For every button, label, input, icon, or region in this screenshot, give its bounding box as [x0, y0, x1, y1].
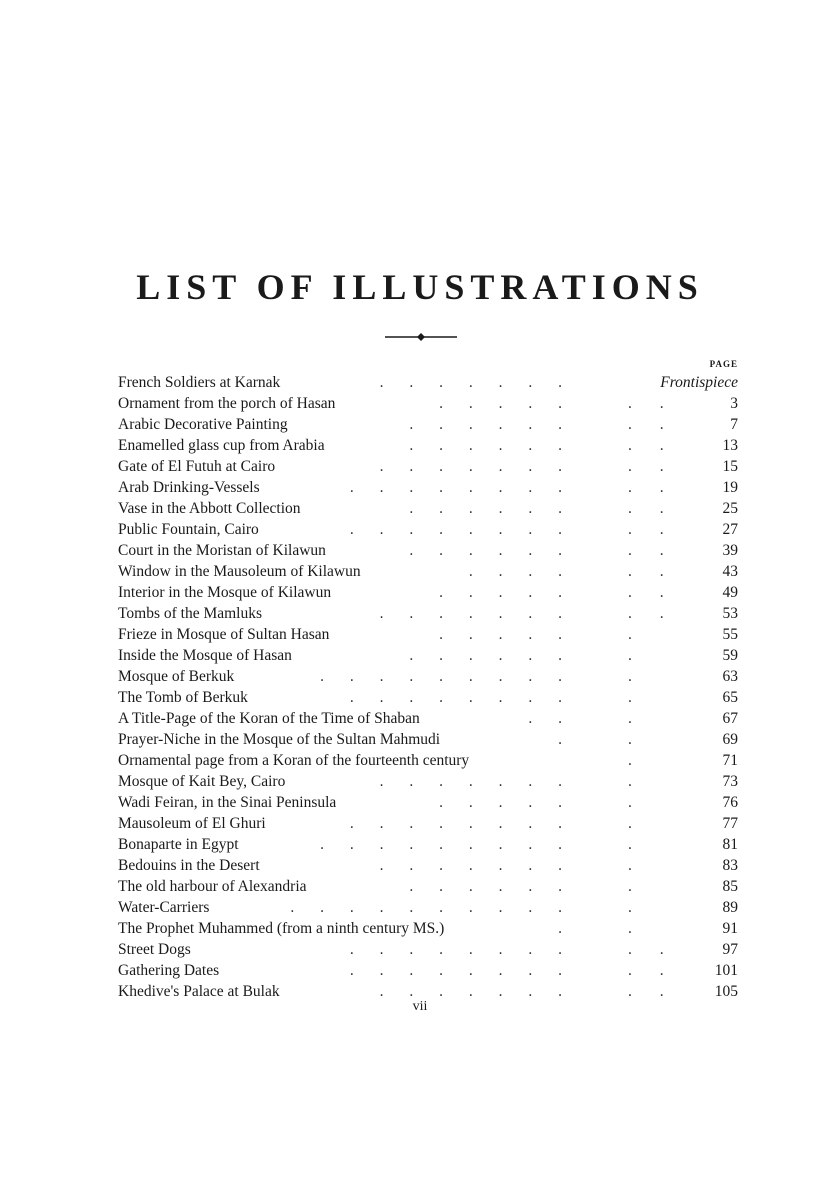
list-item	[0, 750, 840, 771]
leader-dots: . . . . . . .	[379, 458, 573, 475]
entry-page: 27	[722, 521, 738, 538]
entry-page: 7	[730, 416, 738, 433]
leader-dots: . .	[628, 962, 676, 979]
list-item	[0, 834, 840, 855]
leader-dots: .	[628, 668, 644, 685]
entry-page: 63	[722, 668, 738, 685]
entry-title: French Soldiers at Karnak	[118, 374, 281, 391]
entry-title: Mosque of Berkuk	[118, 668, 235, 685]
entry-page: 43	[722, 563, 738, 580]
entry-title: Wadi Feiran, in the Sinai Peninsula	[118, 794, 337, 811]
leader-dots: . .	[628, 395, 676, 412]
list-item	[0, 498, 840, 519]
entry-page: 15	[722, 458, 738, 475]
entry-title: Arab Drinking-Vessels	[118, 479, 260, 496]
entry-page: 67	[722, 710, 738, 727]
entry-title: Interior in the Mosque of Kilawun	[118, 584, 332, 601]
entry-title: Ornament from the porch of Hasan	[118, 395, 336, 412]
entry-page: 71	[722, 752, 738, 769]
leader-dots: .	[628, 647, 644, 664]
entry-title: The old harbour of Alexandria	[118, 878, 307, 895]
entry-title: Frieze in Mosque of Sultan Hasan	[118, 626, 330, 643]
entry-title: A Title-Page of the Koran of the Time of Shaban	[118, 710, 420, 727]
entry-page: 91	[722, 920, 738, 937]
list-item	[0, 939, 840, 960]
list-item	[0, 792, 840, 813]
list-item	[0, 519, 840, 540]
leader-dots: . . . . .	[439, 626, 573, 643]
leader-dots: . .	[628, 521, 676, 538]
leader-dots: . . . . . . . . .	[320, 668, 573, 685]
leader-dots: .	[628, 836, 644, 853]
entry-page: 77	[722, 815, 738, 832]
page-column-heading: PAGE	[709, 359, 738, 369]
leader-dots: . .	[528, 710, 573, 727]
leader-dots: . .	[628, 542, 676, 559]
entry-title: Court in the Moristan of Kilawun	[118, 542, 326, 559]
leader-dots: . .	[628, 941, 676, 958]
leader-dots: . . . . . . .	[379, 374, 573, 391]
entry-title: Tombs of the Mamluks	[118, 605, 263, 622]
leader-dots: . . . . . .	[409, 878, 573, 895]
list-item	[0, 855, 840, 876]
entry-page: 49	[722, 584, 738, 601]
leader-dots: . .	[628, 416, 676, 433]
leader-dots: . .	[628, 563, 676, 580]
list-item	[0, 393, 840, 414]
leader-dots: .	[628, 815, 644, 832]
page-title: LIST OF ILLUSTRATIONS	[136, 267, 704, 307]
entry-title: Mausoleum of El Ghuri	[118, 815, 266, 832]
leader-dots: . .	[628, 500, 676, 517]
leader-dots: .	[628, 857, 644, 874]
entry-title: Ornamental page from a Koran of the fourteenth century	[118, 752, 470, 769]
entry-page: 73	[722, 773, 738, 790]
leader-dots: . . . . . . . .	[349, 479, 573, 496]
list-item	[0, 813, 840, 834]
leader-dots: .	[628, 794, 644, 811]
list-item	[0, 729, 840, 750]
leader-dots: . . . . . . . . .	[320, 836, 573, 853]
leader-dots: . . . . . .	[409, 416, 573, 433]
entry-title: Gathering Dates	[118, 962, 220, 979]
list-item	[0, 708, 840, 729]
leader-dots: . . . . .	[439, 794, 573, 811]
entry-page: 39	[722, 542, 738, 559]
list-item	[0, 456, 840, 477]
entry-page: 13	[722, 437, 738, 454]
entry-page: 76	[722, 794, 738, 811]
leader-dots: . . . . . . . .	[349, 815, 573, 832]
leader-dots: . .	[628, 479, 676, 496]
list-item	[0, 918, 840, 939]
entry-page: 59	[722, 647, 738, 664]
entry-title: Public Fountain, Cairo	[118, 521, 259, 538]
entry-title: Street Dogs	[118, 941, 191, 958]
entry-page: 53	[722, 605, 738, 622]
entry-title: Prayer-Niche in the Mosque of the Sultan Mahmudi	[118, 731, 441, 748]
entry-page: 65	[722, 689, 738, 706]
list-item	[0, 876, 840, 897]
leader-dots: . . . . . .	[409, 542, 573, 559]
entry-title: The Prophet Muhammed (from a ninth century MS.)	[118, 920, 445, 937]
leader-dots: . . . . . .	[409, 647, 573, 664]
leader-dots: .	[558, 731, 573, 748]
entry-page: 105	[714, 983, 738, 1000]
leader-dots: . . . . . . . .	[349, 521, 573, 538]
leader-dots: . .	[628, 605, 676, 622]
leader-dots: . . . .	[468, 563, 573, 580]
list-item	[0, 960, 840, 981]
list-item	[0, 372, 840, 393]
list-item	[0, 603, 840, 624]
list-item	[0, 624, 840, 645]
leader-dots: . . . . . . .	[379, 773, 573, 790]
leader-dots: .	[628, 689, 644, 706]
leader-dots: .	[628, 626, 644, 643]
leader-dots: . . . . . . .	[379, 857, 573, 874]
list-item	[0, 540, 840, 561]
leader-dots: .	[558, 920, 573, 937]
list-item	[0, 897, 840, 918]
entry-title: Bedouins in the Desert	[118, 857, 260, 874]
entry-title: Window in the Mausoleum of Kilawun	[118, 563, 361, 580]
list-item	[0, 645, 840, 666]
leader-dots: . . . . . . . . . .	[290, 899, 573, 916]
entry-title: Arabic Decorative Painting	[118, 416, 288, 433]
list-item	[0, 414, 840, 435]
entry-title: Bonaparte in Egypt	[118, 836, 239, 853]
entry-title: Vase in the Abbott Collection	[118, 500, 301, 517]
entry-title: Gate of El Futuh at Cairo	[118, 458, 276, 475]
entry-page: 81	[722, 836, 738, 853]
leader-dots: . . . . . . . .	[349, 941, 573, 958]
leader-dots: . . . . .	[439, 395, 573, 412]
entry-title: Water-Carriers	[118, 899, 210, 916]
leader-dots: . . . . .	[439, 584, 573, 601]
entry-title: Mosque of Kait Bey, Cairo	[118, 773, 286, 790]
entry-page: 69	[722, 731, 738, 748]
leader-dots: . . . . . . .	[379, 605, 573, 622]
entry-page: 97	[722, 941, 738, 958]
title-ornament	[385, 333, 457, 341]
leader-dots: . . . . . . . .	[349, 962, 573, 979]
leader-dots: .	[628, 773, 644, 790]
leader-dots: . .	[628, 983, 676, 1000]
leader-dots: . . . . . .	[409, 500, 573, 517]
leader-dots: . . . . . .	[409, 437, 573, 454]
list-item	[0, 561, 840, 582]
list-item	[0, 477, 840, 498]
entry-page: 83	[722, 857, 738, 874]
leader-dots: . .	[628, 437, 676, 454]
leader-dots: .	[628, 878, 644, 895]
entry-page: 85	[722, 878, 738, 895]
leader-dots: .	[628, 920, 644, 937]
entry-title: Enamelled glass cup from Arabia	[118, 437, 325, 454]
list-item	[0, 771, 840, 792]
leader-dots: .	[628, 731, 644, 748]
leader-dots: . .	[628, 584, 676, 601]
leader-dots: .	[628, 710, 644, 727]
list-item	[0, 582, 840, 603]
entry-title: Khedive's Palace at Bulak	[118, 983, 280, 1000]
list-item	[0, 435, 840, 456]
leader-dots: .	[628, 752, 644, 769]
entry-page: 55	[722, 626, 738, 643]
leader-dots: .	[628, 899, 644, 916]
leader-dots: . .	[628, 458, 676, 475]
entry-page: Frontispiece	[660, 374, 738, 391]
leader-dots: . . . . . . .	[379, 983, 573, 1000]
entry-page: 89	[722, 899, 738, 916]
entry-title: The Tomb of Berkuk	[118, 689, 248, 706]
list-item	[0, 666, 840, 687]
leader-dots: . . . . . . . .	[349, 689, 573, 706]
entry-page: 25	[722, 500, 738, 517]
page-number: vii	[412, 999, 428, 1014]
entry-title: Inside the Mosque of Hasan	[118, 647, 292, 664]
entry-page: 3	[730, 395, 738, 412]
list-item	[0, 687, 840, 708]
entry-page: 101	[714, 962, 738, 979]
entry-page: 19	[722, 479, 738, 496]
